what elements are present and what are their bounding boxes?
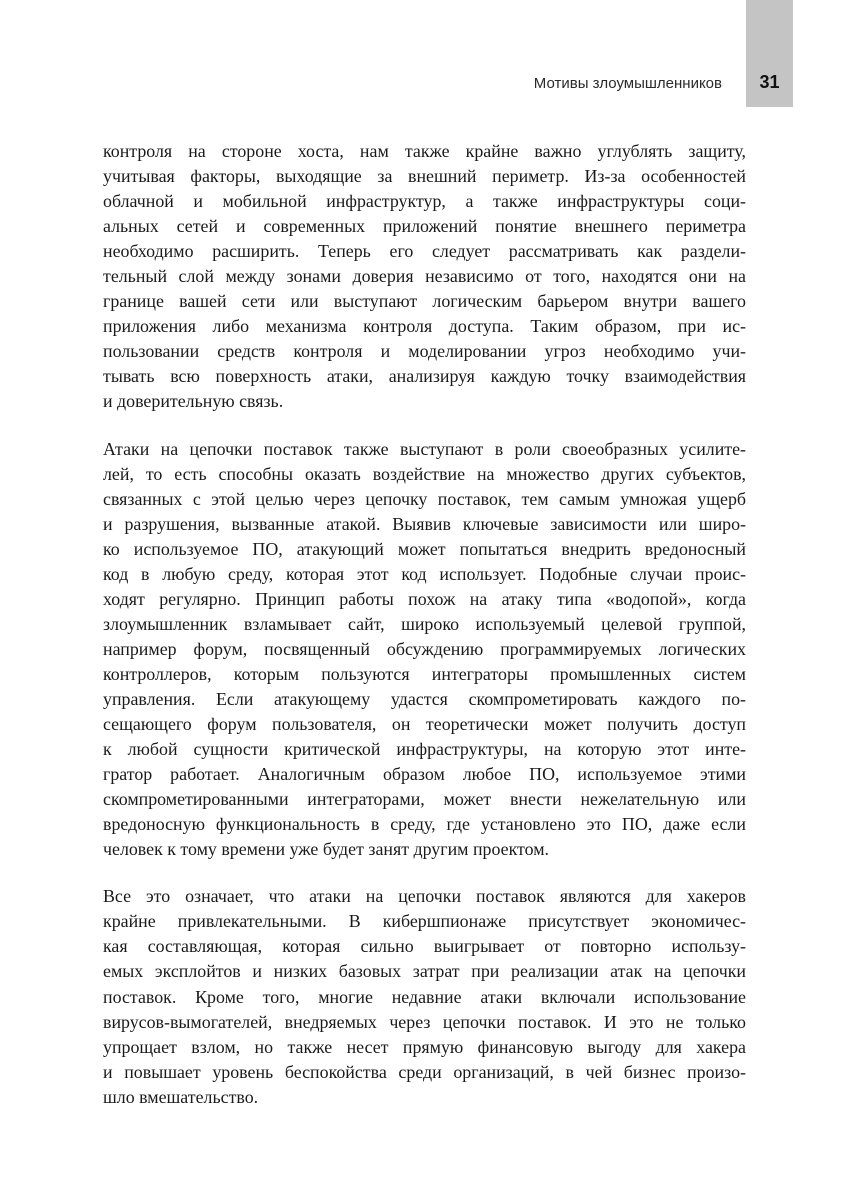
text-line: ходят регулярно. Принцип работы похож на атаку типа «водопой», когда xyxy=(103,588,746,609)
text-line: сещающего форум пользователя, он теоретически может получить доступ xyxy=(103,714,746,735)
text-line: упрощает взлом, но также несет прямую финансовую выгоду для хакера xyxy=(103,1036,746,1057)
text-line: например форум, посвященный обсуждению программируемых логических xyxy=(103,638,746,659)
text-line: злоумышленник взламывает сайт, широко используемый целевой группой, xyxy=(103,613,746,634)
text-line: границе вашей сети или выступают логическим барьером внутри вашего xyxy=(103,291,746,312)
paragraph-2 xyxy=(103,437,746,863)
page-number-tab xyxy=(746,0,793,107)
text-line: шло вмешательство. xyxy=(103,1086,259,1107)
text-line: поставок. Кроме того, многие недавние атаки включали использование xyxy=(103,986,746,1007)
text-line: лей, то есть способны оказать воздействие на множество других субъектов, xyxy=(103,463,746,484)
text-line: необходимо расширить. Теперь его следует рассматривать как раздели- xyxy=(103,241,746,262)
text-line: код в любую среду, которая этот код использует. Подобные случаи проис- xyxy=(103,563,746,584)
text-line: вирусов-вымогателей, внедряемых через цепочки поставок. И это не только xyxy=(103,1011,746,1032)
text-line: тывать всю поверхность атаки, анализируя каждую точку взаимодействия xyxy=(103,366,746,387)
text-line: связанных с этой целью через цепочку поставок, тем самым умножая ущерб xyxy=(103,488,746,509)
paragraph-1 xyxy=(103,139,746,415)
running-header-title: Мотивы злоумышленников xyxy=(533,75,722,92)
text-line: контроля на стороне хоста, нам также крайне важно углублять защиту, xyxy=(103,141,746,161)
text-line: емых эксплойтов и низких базовых затрат при реализации атак на цепочки xyxy=(103,961,746,982)
text-line: и доверительную связь. xyxy=(103,391,284,412)
paragraph-3 xyxy=(103,884,746,1109)
text-line: к любой сущности критической инфраструктуры, на которую этот инте- xyxy=(103,739,746,760)
text-line: гратор работает. Аналогичным образом любое ПО, используемое этими xyxy=(103,764,746,785)
text-line: человек к тому времени уже будет занят другим проектом. xyxy=(103,839,550,860)
text-line: альных сетей и современных приложений понятие внешнего периметра xyxy=(103,216,746,237)
page-number: 31 xyxy=(759,72,780,92)
text-line: Все это означает, что атаки на цепочки поставок являются для хакеров xyxy=(103,886,746,907)
text-line: приложения либо механизма контроля доступа. Таким образом, при ис- xyxy=(103,316,746,337)
text-line: и разрушения, вызванные атакой. Выявив ключевые зависимости или широ- xyxy=(103,513,746,534)
text-line: вредоносную функциональность в среду, где установлено это ПО, даже если xyxy=(103,814,746,835)
text-line: пользовании средств контроля и моделировании угроз необходимо учи- xyxy=(103,341,746,362)
text-line: Атаки на цепочки поставок также выступают в роли своеобразных усилите- xyxy=(103,438,746,459)
text-line: ко используемое ПО, атакующий может попытаться внедрить вредоносный xyxy=(103,538,746,559)
text-line: тельный слой между зонами доверия независимо от того, находятся они на xyxy=(103,266,746,287)
text-line: облачной и мобильной инфраструктур, а также инфраструктуры соци- xyxy=(103,191,746,212)
text-line: и повышает уровень беспокойства среди организаций, в чей бизнес произо- xyxy=(103,1061,746,1082)
text-line: управления. Если атакующему удастся скомпрометировать каждого по- xyxy=(103,688,746,709)
text-line: крайне привлекательными. В кибершпионаже присутствует экономичес- xyxy=(103,911,746,932)
text-line: учитывая факторы, выходящие за внешний периметр. Из-за особенностей xyxy=(103,166,746,187)
text-line: скомпрометированными интеграторами, может внести нежелательную или xyxy=(103,789,746,810)
text-line: кая составляющая, которая сильно выигрывает от повторно использу- xyxy=(103,936,746,957)
body-text xyxy=(103,139,746,1110)
text-line: контроллеров, которым пользуются интеграторы промышленных систем xyxy=(103,663,746,684)
